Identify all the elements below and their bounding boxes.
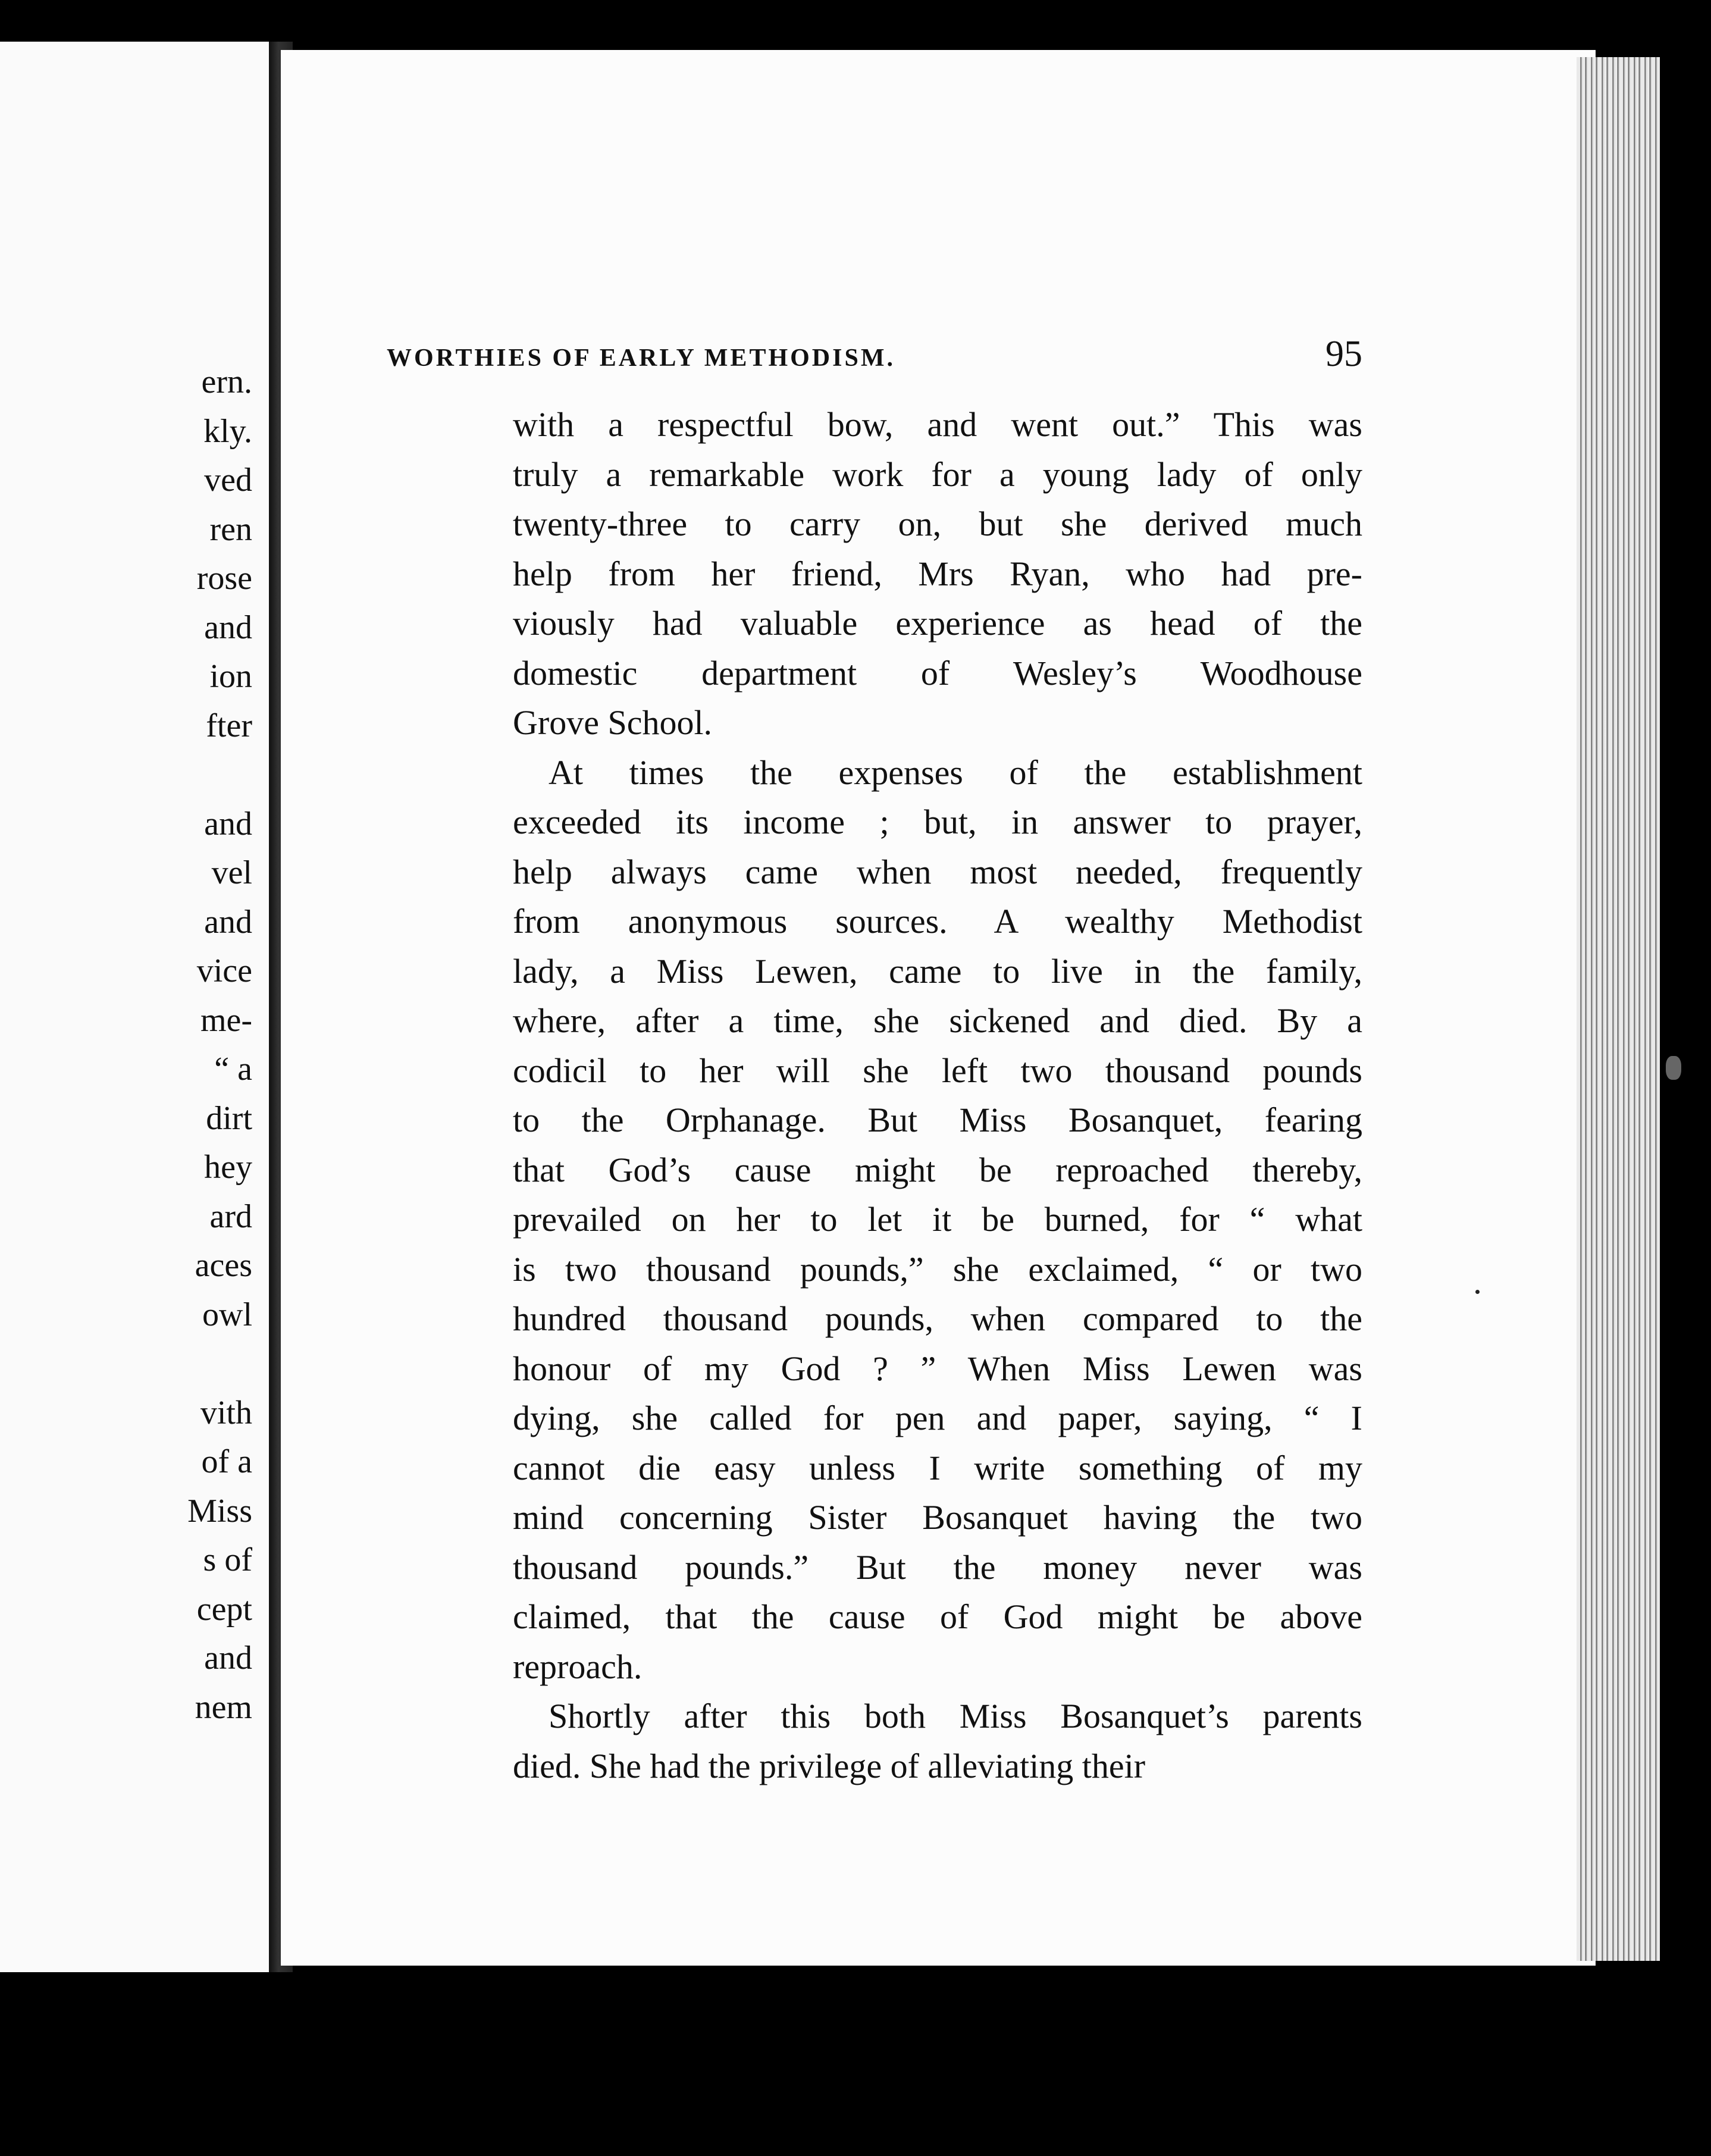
scan-speck [1666,1056,1681,1080]
body-line: to the Orphanage. But Miss Bosanquet, fearing [513,1101,1362,1139]
left-page-line: vith [200,1394,252,1431]
left-page-line: vice [196,952,252,989]
body-line: Grove School. [513,703,713,742]
body-line: help from her friend, Mrs Ryan, who had pre- [513,554,1362,593]
body-line: hundred thousand pounds, when compared to the [513,1299,1362,1338]
left-page-line: vel [211,854,252,891]
body-line: domestic department of Wesley’s Woodhouse [513,653,1362,692]
scan-speck [1475,1290,1480,1294]
body-line: prevailed on her to let it be burned, for “ what [513,1200,1362,1239]
left-page-line: fter [206,707,252,744]
body-line: that God’s cause might be reproached thereby, [513,1150,1362,1189]
body-line: viously had valuable experience as head of the [513,604,1362,643]
left-page-line: and [204,805,252,842]
left-page-line: s of [203,1541,252,1578]
running-head [387,333,1362,375]
running-head-title: WORTHIES OF EARLY METHODISM. [387,344,895,372]
left-page-line: me- [200,1001,252,1039]
left-page-line: aces [195,1247,252,1284]
left-page-line: of a [201,1443,252,1480]
page-edges [1577,57,1660,1961]
left-page-line: ren [209,510,252,548]
left-page-line: Miss [187,1492,252,1530]
body-line: exceeded its income ; but, in answer to prayer, [513,803,1362,841]
body-line: died. She had the privilege of alleviating their [513,1746,1146,1785]
body-line: dying, she called for pen and paper, saying, “ I [513,1399,1362,1437]
body-line: thousand pounds.” But the money never was [513,1547,1362,1587]
left-page-line: dirt [206,1099,252,1137]
left-page-line: nem [195,1688,252,1726]
left-page-line: and [204,903,252,941]
left-page-line: kly. [203,412,252,450]
left-page-line: hey [204,1149,252,1186]
left-page-line: and [204,1640,252,1676]
left-page-line: owl [202,1296,252,1333]
body-line: help always came when most needed, frequently [513,852,1362,891]
body-line: mind concerning Sister Bosanquet having the two [513,1498,1362,1537]
body-line: truly a remarkable work for a young lady of only [513,455,1362,494]
body-text [513,400,1362,1791]
body-line: Shortly after this both Miss Bosanquet’s parents [549,1697,1362,1735]
body-line: cannot die easy unless I write something of my [513,1448,1362,1487]
left-page-line: ern. [201,363,252,400]
left-page-line: ard [209,1198,252,1235]
left-page-line: ved [204,462,252,499]
body-line: claimed, that the cause of God might be above [513,1597,1362,1636]
body-line: from anonymous sources. A wealthy Methodist [513,902,1362,941]
previous-page-fragment [0,42,272,1972]
left-page-line: “ a [214,1051,252,1088]
body-line: twenty-three to carry on, but she derived much [513,504,1362,543]
body-line: where, after a time, she sickened and died. By a [513,1001,1362,1040]
page-number: 95 [1325,334,1362,374]
left-page-line: and [204,609,252,646]
body-line: codicil to her will she left two thousand pounds [513,1051,1362,1090]
body-line: At times the expenses of the establishment [549,753,1362,792]
body-line: reproach. [513,1647,643,1686]
body-line: with a respectful bow, and went out.” This was [513,405,1362,444]
body-line: lady, a Miss Lewen, came to live in the family, [513,951,1362,991]
body-line: honour of my God ? ” When Miss Lewen was [513,1349,1362,1388]
body-line: is two thousand pounds,” she exclaimed, “ or two [513,1249,1362,1289]
left-page-line: ion [209,658,252,695]
left-page-line: cept [196,1590,252,1628]
left-page-line: rose [196,560,252,597]
